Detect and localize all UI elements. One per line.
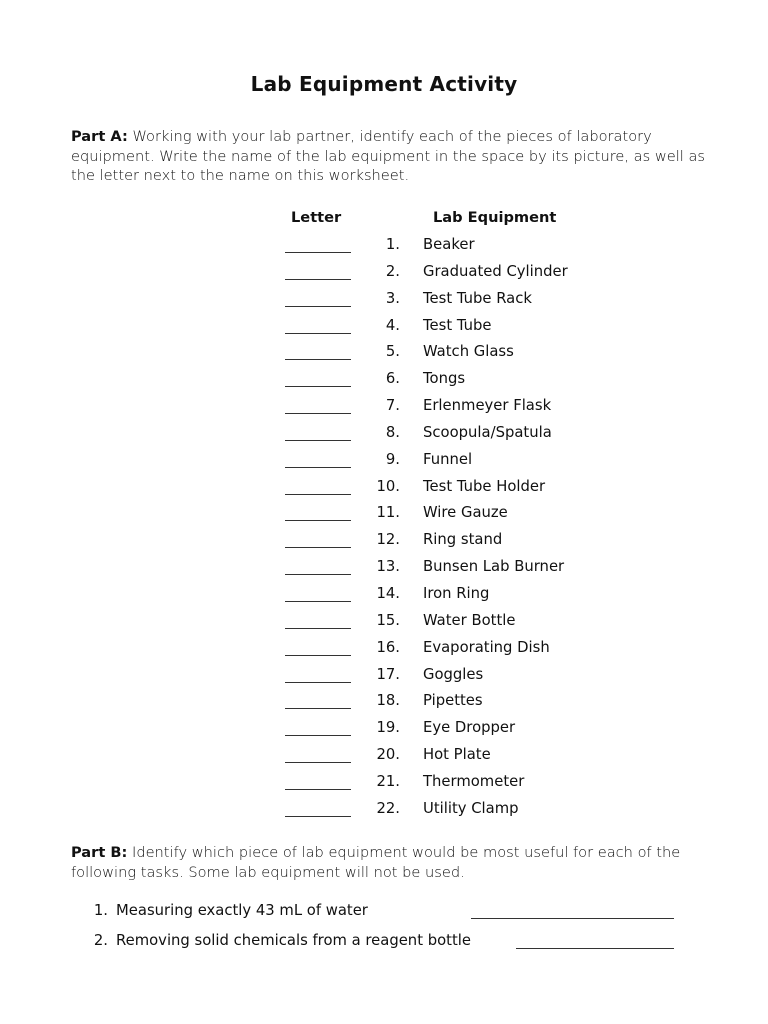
equipment-name: Erlenmeyer Flask: [423, 397, 552, 415]
table-row: [0, 236, 768, 263]
item-number: 21.: [376, 772, 400, 790]
equipment-name: Funnel: [423, 450, 473, 468]
table-row: [0, 692, 768, 719]
equipment-name: Scoopula/Spatula: [423, 423, 552, 441]
equipment-name: Test Tube Holder: [423, 477, 546, 495]
equipment-name: Hot Plate: [423, 746, 491, 764]
table-row: [0, 343, 768, 370]
item-number: 4.: [385, 316, 400, 334]
table-row: [0, 719, 768, 746]
equipment-name: Thermometer: [423, 772, 525, 790]
item-number: 15.: [376, 611, 400, 629]
letter-blank[interactable]: [285, 279, 351, 280]
question-2: [90, 932, 710, 954]
letter-blank[interactable]: [285, 682, 351, 683]
item-number: 22.: [376, 799, 400, 817]
equipment-name: Ring stand: [423, 531, 503, 549]
table-row: [0, 585, 768, 612]
item-number: 1.: [385, 236, 400, 253]
item-number: 11.: [376, 504, 400, 522]
question-text: Removing solid chemicals from a reagent bottle: [116, 932, 471, 949]
table-row: [0, 531, 768, 558]
equipment-name: Graduated Cylinder: [423, 262, 568, 280]
letter-blank[interactable]: [285, 386, 351, 387]
letter-blank[interactable]: [285, 306, 351, 307]
equipment-name: Utility Clamp: [423, 799, 519, 817]
equipment-name: Wire Gauze: [423, 504, 508, 522]
equipment-name: Evaporating Dish: [423, 638, 550, 656]
item-number: 12.: [376, 531, 400, 549]
item-number: 14.: [376, 584, 400, 602]
letter-blank[interactable]: [285, 547, 351, 548]
equipment-name: Beaker: [423, 236, 475, 253]
letter-column-header: Letter: [291, 209, 342, 226]
item-number: 3.: [385, 289, 400, 307]
equipment-list: [0, 236, 768, 827]
item-number: 17.: [376, 665, 400, 683]
letter-blank[interactable]: [285, 359, 351, 360]
part-b-label: Part B:: [71, 844, 128, 861]
table-row: [0, 478, 768, 505]
part-a-instructions: [71, 127, 711, 186]
equipment-name: Water Bottle: [423, 611, 516, 629]
table-row: [0, 397, 768, 424]
item-number: 2.: [385, 262, 400, 280]
letter-blank[interactable]: [285, 789, 351, 790]
table-row: [0, 290, 768, 317]
equipment-name: Tongs: [423, 370, 466, 388]
equipment-name: Bunsen Lab Burner: [423, 558, 565, 576]
part-a-label: Part A:: [71, 128, 128, 145]
letter-blank[interactable]: [285, 628, 351, 629]
table-row: [0, 612, 768, 639]
equipment-name: Test Tube: [423, 316, 492, 334]
letter-blank[interactable]: [285, 708, 351, 709]
letter-blank[interactable]: [285, 655, 351, 656]
item-number: 5.: [385, 343, 400, 361]
item-number: 19.: [376, 719, 400, 737]
table-row: [0, 773, 768, 800]
equipment-name: Iron Ring: [423, 584, 490, 602]
table-row: [0, 504, 768, 531]
table-row: [0, 746, 768, 773]
equipment-name: Pipettes: [423, 692, 483, 710]
item-number: 9.: [385, 450, 400, 468]
item-number: 10.: [376, 477, 400, 495]
equipment-name: Goggles: [423, 665, 484, 683]
letter-blank[interactable]: [285, 735, 351, 736]
table-row: [0, 666, 768, 693]
letter-blank[interactable]: [285, 413, 351, 414]
part-a-text: Working with your lab partner, identify each of the pieces of laboratory equipment. Write the name of the lab equipment in the space by its picture, as well as the letter next to the name on this worksheet.: [71, 128, 706, 184]
table-row: [0, 370, 768, 397]
table-row: [0, 424, 768, 451]
item-number: 13.: [376, 558, 400, 576]
equipment-column-header: Lab Equipment: [433, 209, 557, 226]
page-title: Lab Equipment Activity: [250, 72, 518, 96]
equipment-name: Test Tube Rack: [423, 289, 532, 307]
letter-blank[interactable]: [285, 494, 351, 495]
part-b-text: Identify which piece of lab equipment would be most useful for each of the following tasks. Some lab equipment will not be used.: [71, 844, 681, 881]
question-text: Measuring exactly 43 mL of water: [116, 902, 368, 919]
table-row: [0, 317, 768, 344]
table-row: [0, 558, 768, 585]
letter-blank[interactable]: [285, 816, 351, 817]
item-number: 7.: [385, 397, 400, 415]
letter-blank[interactable]: [285, 252, 351, 253]
letter-blank[interactable]: [285, 467, 351, 468]
table-row: [0, 263, 768, 290]
letter-blank[interactable]: [285, 762, 351, 763]
part-b-instructions: [71, 843, 711, 882]
letter-blank[interactable]: [285, 574, 351, 575]
item-number: 6.: [385, 370, 400, 388]
question-1: [90, 902, 710, 924]
answer-blank[interactable]: [471, 918, 674, 919]
item-number: 8.: [385, 423, 400, 441]
equipment-name: Watch Glass: [423, 343, 514, 361]
equipment-name: Eye Dropper: [423, 719, 516, 737]
letter-blank[interactable]: [285, 333, 351, 334]
item-number: 16.: [376, 638, 400, 656]
question-number: 2.: [93, 932, 108, 949]
item-number: 18.: [376, 692, 400, 710]
letter-blank[interactable]: [285, 440, 351, 441]
letter-blank[interactable]: [285, 520, 351, 521]
answer-blank[interactable]: [516, 948, 674, 949]
question-number: 1.: [93, 902, 108, 919]
table-row: [0, 639, 768, 666]
table-row: [0, 800, 768, 827]
item-number: 20.: [376, 746, 400, 764]
table-row: [0, 451, 768, 478]
letter-blank[interactable]: [285, 601, 351, 602]
